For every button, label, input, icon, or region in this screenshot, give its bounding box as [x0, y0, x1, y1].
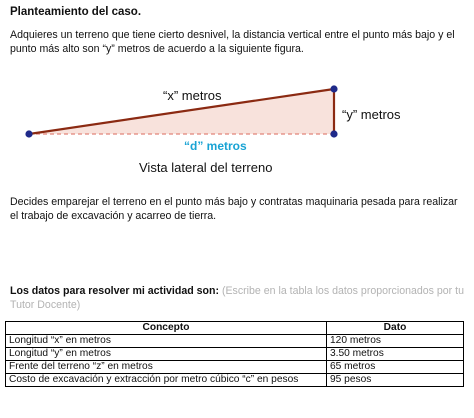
top-point	[330, 85, 337, 92]
cell-concept: Longitud “x” en metros	[6, 335, 327, 348]
data-table	[5, 321, 464, 387]
cell-concept: Frente del terreno “z” en metros	[6, 361, 327, 374]
table-header-row	[6, 322, 464, 335]
terrain-figure	[0, 78, 474, 183]
cell-value: 120 metros	[327, 335, 464, 348]
section-heading: Planteamiento del caso.	[10, 6, 142, 18]
cell-concept: Longitud “y” en metros	[6, 348, 327, 361]
low-point	[25, 130, 32, 137]
data-section-title: Los datos para resolver mi actividad son:	[10, 285, 219, 297]
table-row	[6, 335, 464, 348]
decision-paragraph: Decides emparejar el terreno en el punto más bajo y contratas maquinaria pesada para realizar el trabajo de excavación y acarreo de tierra.	[10, 196, 458, 222]
label-x: “x” metros	[163, 88, 222, 103]
header-concepto: Concepto	[6, 322, 327, 335]
table-row	[6, 361, 464, 374]
bottom-right-point	[330, 130, 337, 137]
data-section-heading	[10, 284, 465, 312]
cell-value: 3.50 metros	[327, 348, 464, 361]
intro-paragraph: Adquieres un terreno que tiene cierto desnivel, la distancia vertical entre el punto más bajo y el punto más alto son “y” metros de acuerdo a la siguiente figura.	[10, 29, 455, 55]
table-row	[6, 348, 464, 361]
cell-value: 95 pesos	[327, 374, 464, 387]
header-dato: Dato	[327, 322, 464, 335]
cell-concept: Costo de excavación y extracción por metro cúbico “c” en pesos	[6, 374, 327, 387]
label-d: “d” metros	[184, 139, 247, 153]
figure-caption: Vista lateral del terreno	[139, 160, 273, 175]
table-row	[6, 374, 464, 387]
data-section-hint: (Escribe en la tabla los datos proporcionados por tu Tutor Docente)	[10, 285, 464, 311]
cell-value: 65 metros	[327, 361, 464, 374]
label-y: “y” metros	[342, 107, 401, 122]
